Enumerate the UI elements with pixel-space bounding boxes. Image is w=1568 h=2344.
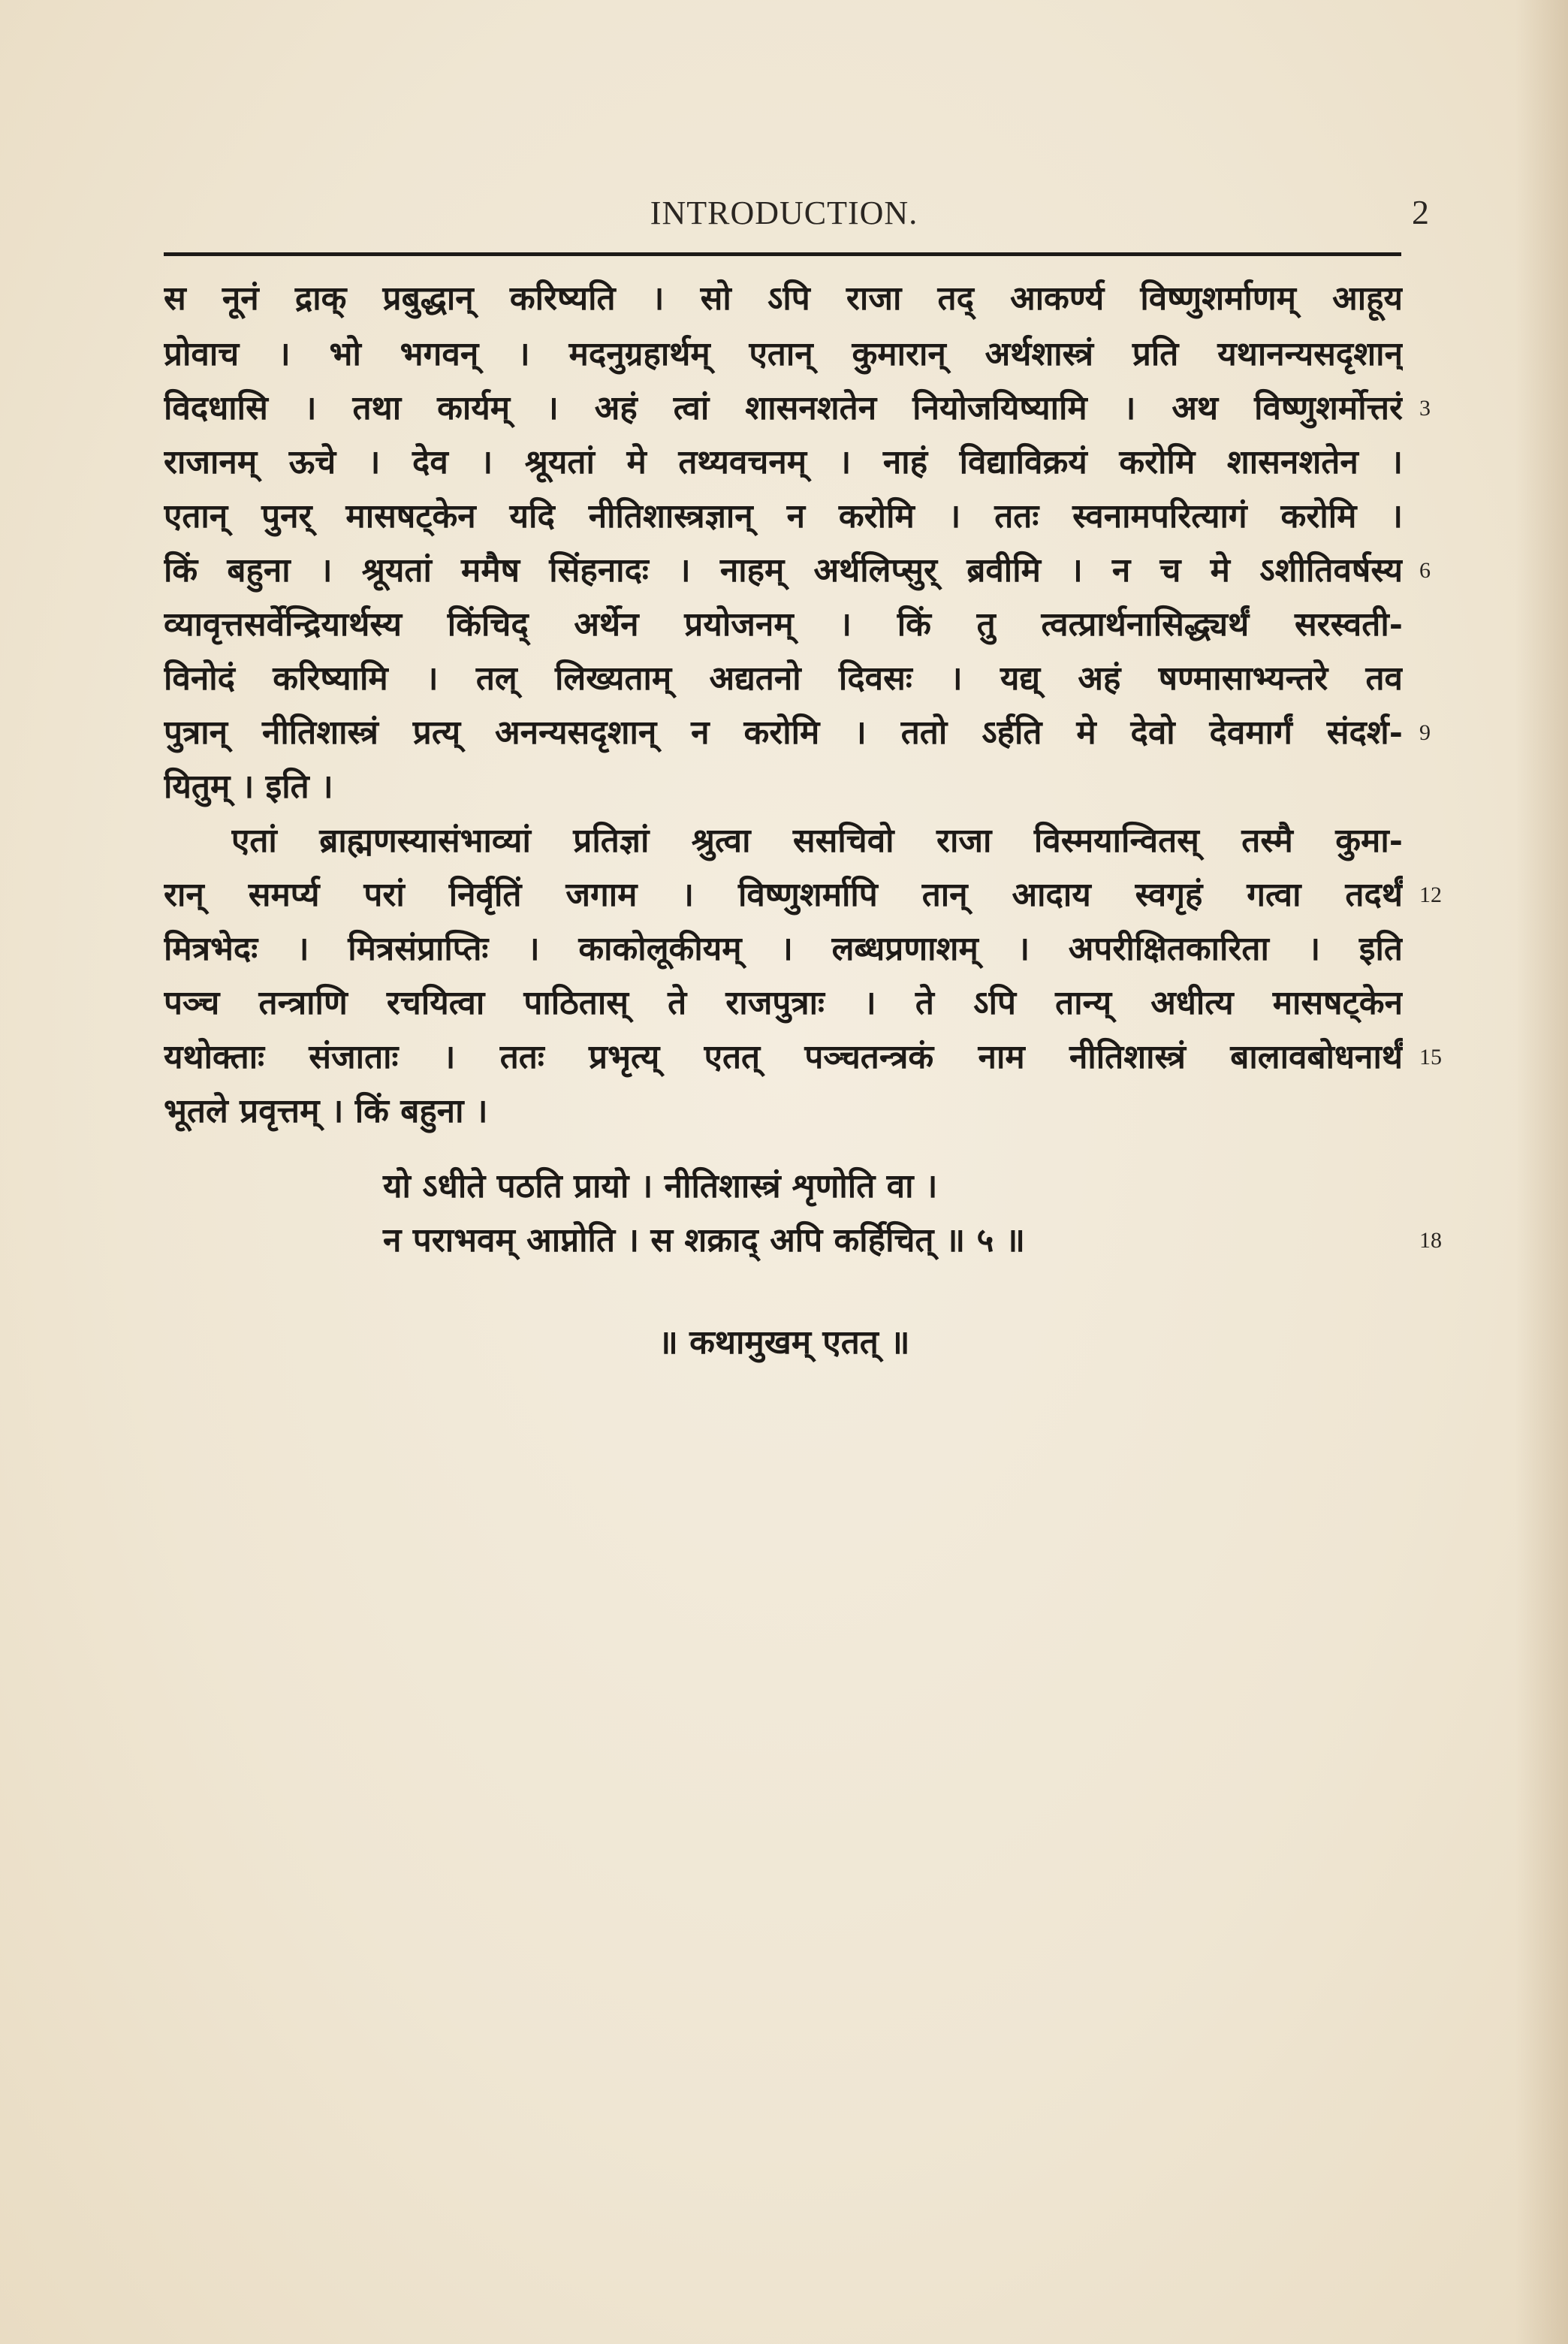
page-number: 2: [1412, 193, 1429, 231]
text-line-5: एतान् पुनर् मासषट्केन यदि नीतिशास्त्रज्ञान् न करोमि । ततः स्वनामपरित्यागं करोमि ।: [164, 497, 1403, 535]
text-line-13: मित्रभेदः । मित्रसंप्राप्तिः । काकोलूकीयम् । लब्धप्रणाशम् । अपरीक्षितकारिता । इति: [164, 930, 1403, 968]
line-number-9: 9: [1419, 720, 1431, 745]
text-line-15: यथोक्ताः संजाताः । ततः प्रभृत्य् एतत् पञ्चतन्त्रकं नाम नीतिशास्त्रं बालावबोधनार्थं: [164, 1038, 1403, 1076]
spine-shadow: [1515, 0, 1568, 2344]
line-number-12: 12: [1419, 882, 1442, 907]
text-line-12: रान् समर्प्य परां निर्वृतिं जगाम । विष्णुशर्मापि तान् आदाय स्वगृहं गत्वा तदर्थं: [164, 876, 1403, 914]
text-line-10: यितुम् । इति ।: [164, 768, 333, 806]
header-rule: [164, 252, 1401, 256]
verse-line-1: यो ऽधीते पठति प्रायो । नीतिशास्त्रं शृणोति वा ।: [383, 1167, 938, 1205]
text-line-6: किं बहुना । श्रूयतां ममैष सिंहनादः । नाहम् अर्थलिप्सुर् ब्रवीमि । न च मे ऽशीतिवर्षस्य: [164, 551, 1403, 590]
text-line-16: भूतले प्रवृत्तम् । किं बहुना ।: [164, 1092, 488, 1130]
line-number-3: 3: [1419, 396, 1431, 421]
colophon: ॥ कथामुखम् एतत् ॥: [658, 1323, 910, 1362]
text-line-3: विदधासि । तथा कार्यम् । अहं त्वां शासनशतेन नियोजयिष्यामि । अथ विष्णुशर्मोत्तरं: [164, 389, 1403, 427]
text-line-14: पञ्च तन्त्राणि रचयित्वा पाठितास् ते राजपुत्राः । ते ऽपि तान्य् अधीत्य मासषट्केन: [164, 984, 1403, 1022]
verse-line-2: न पराभवम् आप्नोति । स शक्राद् अपि कर्हिचित् ॥ ५ ॥: [383, 1221, 1026, 1259]
line-number-18: 18: [1419, 1228, 1442, 1253]
text-line-2: प्रोवाच । भो भगवन् । मदनुग्रहार्थम् एतान् कुमारान् अर्थशास्त्रं प्रति यथानन्यसदृशान्: [164, 335, 1403, 373]
line-number-6: 6: [1419, 558, 1431, 583]
text-line-8: विनोदं करिष्यामि । तल् लिख्यताम् अद्यतनो दिवसः । यद्य् अहं षण्मासाभ्यन्तरे तव: [164, 659, 1403, 698]
text-line-7: व्यावृत्तसर्वेन्द्रियार्थस्य किंचिद् अर्थेन प्रयोजनम् । किं तु त्वत्प्रार्थनासिद्ध्यर्थं सरस्वती-: [164, 605, 1403, 644]
text-line-9: पुत्रान् नीतिशास्त्रं प्रत्य् अनन्यसदृशान् न करोमि । ततो ऽर्हति मे देवो देवमार्गं संदर्श-: [164, 713, 1403, 752]
text-line-4: राजानम् ऊचे । देव । श्रूयतां मे तथ्यवचनम् । नाहं विद्याविक्रयं करोमि शासनशतेन ।: [164, 443, 1403, 481]
running-header-title: INTRODUCTION.: [650, 195, 918, 231]
line-number-15: 15: [1419, 1045, 1442, 1069]
text-line-11: एतां ब्राह्मणस्यासंभाव्यां प्रतिज्ञां श्रुत्वा ससचिवो राजा विस्मयान्वितस् तस्मै कुमा-: [231, 822, 1403, 860]
text-line-1: स नूनं द्राक् प्रबुद्धान् करिष्यति । सो ऽपि राजा तद् आकर्ण्य विष्णुशर्माणम् आहूय: [164, 279, 1403, 318]
